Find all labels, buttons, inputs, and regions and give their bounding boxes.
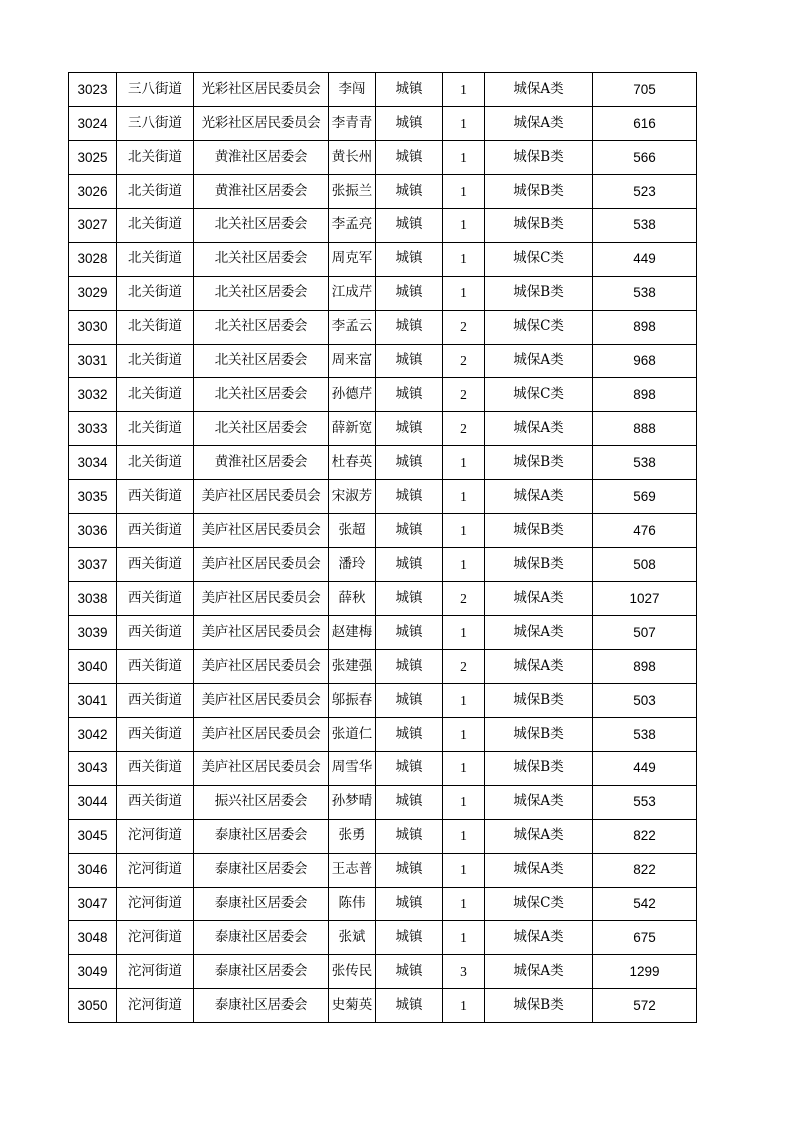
community-cell: 北关社区居委会 — [194, 412, 329, 446]
community-cell: 泰康社区居委会 — [194, 955, 329, 989]
community-cell: 泰康社区居委会 — [194, 887, 329, 921]
household-count-cell: 1 — [443, 480, 485, 514]
amount-cell: 538 — [593, 717, 697, 751]
street-cell: 西关街道 — [117, 548, 194, 582]
record-id-cell: 3045 — [69, 819, 117, 853]
community-cell: 北关社区居委会 — [194, 242, 329, 276]
record-id-cell: 3044 — [69, 785, 117, 819]
category-cell: 城保B类 — [485, 751, 593, 785]
name-cell: 周雪华 — [329, 751, 376, 785]
community-cell: 美庐社区居民委员会 — [194, 514, 329, 548]
record-id-cell: 3041 — [69, 683, 117, 717]
amount-cell: 507 — [593, 616, 697, 650]
name-cell: 李青青 — [329, 106, 376, 140]
amount-cell: 538 — [593, 446, 697, 480]
community-cell: 北关社区居委会 — [194, 344, 329, 378]
street-cell: 北关街道 — [117, 276, 194, 310]
record-id-cell: 3023 — [69, 73, 117, 107]
table-row — [69, 683, 697, 717]
street-cell: 三八街道 — [117, 106, 194, 140]
street-cell: 北关街道 — [117, 174, 194, 208]
household-count-cell: 1 — [443, 276, 485, 310]
household-count-cell: 1 — [443, 887, 485, 921]
table-row — [69, 785, 697, 819]
household-count-cell: 1 — [443, 989, 485, 1023]
community-cell: 美庐社区居民委员会 — [194, 717, 329, 751]
record-id-cell: 3049 — [69, 955, 117, 989]
category-cell: 城保A类 — [485, 955, 593, 989]
street-cell: 北关街道 — [117, 140, 194, 174]
street-cell: 沱河街道 — [117, 853, 194, 887]
name-cell: 陈伟 — [329, 887, 376, 921]
household-count-cell: 1 — [443, 174, 485, 208]
amount-cell: 1299 — [593, 955, 697, 989]
household-count-cell: 1 — [443, 921, 485, 955]
area-type-cell: 城镇 — [376, 174, 443, 208]
table-row — [69, 140, 697, 174]
category-cell: 城保B类 — [485, 548, 593, 582]
street-cell: 西关街道 — [117, 582, 194, 616]
area-type-cell: 城镇 — [376, 208, 443, 242]
table-row — [69, 649, 697, 683]
name-cell: 张传民 — [329, 955, 376, 989]
area-type-cell: 城镇 — [376, 106, 443, 140]
household-count-cell: 3 — [443, 955, 485, 989]
area-type-cell: 城镇 — [376, 480, 443, 514]
category-cell: 城保C类 — [485, 242, 593, 276]
community-cell: 北关社区居委会 — [194, 208, 329, 242]
category-cell: 城保A类 — [485, 106, 593, 140]
household-count-cell: 2 — [443, 649, 485, 683]
category-cell: 城保A类 — [485, 582, 593, 616]
record-id-cell: 3037 — [69, 548, 117, 582]
record-id-cell: 3047 — [69, 887, 117, 921]
category-cell: 城保A类 — [485, 616, 593, 650]
table-row — [69, 921, 697, 955]
area-type-cell: 城镇 — [376, 853, 443, 887]
community-cell: 泰康社区居委会 — [194, 819, 329, 853]
amount-cell: 888 — [593, 412, 697, 446]
record-id-cell: 3039 — [69, 616, 117, 650]
name-cell: 周来富 — [329, 344, 376, 378]
category-cell: 城保B类 — [485, 446, 593, 480]
community-cell: 北关社区居委会 — [194, 378, 329, 412]
community-cell: 振兴社区居委会 — [194, 785, 329, 819]
community-cell: 美庐社区居民委员会 — [194, 480, 329, 514]
roster-table — [68, 72, 697, 1023]
record-id-cell: 3050 — [69, 989, 117, 1023]
category-cell: 城保B类 — [485, 717, 593, 751]
street-cell: 北关街道 — [117, 242, 194, 276]
table-row — [69, 480, 697, 514]
category-cell: 城保C类 — [485, 887, 593, 921]
record-id-cell: 3033 — [69, 412, 117, 446]
area-type-cell: 城镇 — [376, 310, 443, 344]
amount-cell: 616 — [593, 106, 697, 140]
record-id-cell: 3031 — [69, 344, 117, 378]
household-count-cell: 1 — [443, 683, 485, 717]
record-id-cell: 3043 — [69, 751, 117, 785]
household-count-cell: 2 — [443, 310, 485, 344]
amount-cell: 822 — [593, 819, 697, 853]
amount-cell: 449 — [593, 242, 697, 276]
street-cell: 沱河街道 — [117, 989, 194, 1023]
area-type-cell: 城镇 — [376, 73, 443, 107]
street-cell: 沱河街道 — [117, 887, 194, 921]
category-cell: 城保A类 — [485, 921, 593, 955]
table-row — [69, 446, 697, 480]
amount-cell: 503 — [593, 683, 697, 717]
household-count-cell: 1 — [443, 819, 485, 853]
amount-cell: 523 — [593, 174, 697, 208]
name-cell: 张勇 — [329, 819, 376, 853]
area-type-cell: 城镇 — [376, 921, 443, 955]
table-row — [69, 344, 697, 378]
amount-cell: 538 — [593, 208, 697, 242]
category-cell: 城保A类 — [485, 853, 593, 887]
table-row — [69, 955, 697, 989]
household-count-cell: 1 — [443, 853, 485, 887]
amount-cell: 538 — [593, 276, 697, 310]
category-cell: 城保C类 — [485, 310, 593, 344]
street-cell: 北关街道 — [117, 310, 194, 344]
area-type-cell: 城镇 — [376, 582, 443, 616]
record-id-cell: 3030 — [69, 310, 117, 344]
record-id-cell: 3036 — [69, 514, 117, 548]
area-type-cell: 城镇 — [376, 140, 443, 174]
household-count-cell: 1 — [443, 785, 485, 819]
area-type-cell: 城镇 — [376, 819, 443, 853]
area-type-cell: 城镇 — [376, 683, 443, 717]
amount-cell: 542 — [593, 887, 697, 921]
community-cell: 光彩社区居民委员会 — [194, 106, 329, 140]
street-cell: 西关街道 — [117, 785, 194, 819]
category-cell: 城保B类 — [485, 514, 593, 548]
table-row — [69, 717, 697, 751]
table-row — [69, 582, 697, 616]
street-cell: 西关街道 — [117, 480, 194, 514]
household-count-cell: 2 — [443, 582, 485, 616]
household-count-cell: 1 — [443, 106, 485, 140]
amount-cell: 822 — [593, 853, 697, 887]
category-cell: 城保A类 — [485, 73, 593, 107]
record-id-cell: 3025 — [69, 140, 117, 174]
name-cell: 史菊英 — [329, 989, 376, 1023]
area-type-cell: 城镇 — [376, 412, 443, 446]
area-type-cell: 城镇 — [376, 785, 443, 819]
household-count-cell: 2 — [443, 412, 485, 446]
name-cell: 赵建梅 — [329, 616, 376, 650]
area-type-cell: 城镇 — [376, 989, 443, 1023]
name-cell: 李孟亮 — [329, 208, 376, 242]
area-type-cell: 城镇 — [376, 649, 443, 683]
area-type-cell: 城镇 — [376, 344, 443, 378]
name-cell: 孙梦晴 — [329, 785, 376, 819]
area-type-cell: 城镇 — [376, 616, 443, 650]
table-row — [69, 310, 697, 344]
household-count-cell: 1 — [443, 514, 485, 548]
community-cell: 光彩社区居民委员会 — [194, 73, 329, 107]
household-count-cell: 1 — [443, 717, 485, 751]
area-type-cell: 城镇 — [376, 446, 443, 480]
household-count-cell: 2 — [443, 344, 485, 378]
name-cell: 宋淑芳 — [329, 480, 376, 514]
name-cell: 王志普 — [329, 853, 376, 887]
community-cell: 黄淮社区居委会 — [194, 174, 329, 208]
category-cell: 城保A类 — [485, 819, 593, 853]
record-id-cell: 3026 — [69, 174, 117, 208]
household-count-cell: 1 — [443, 140, 485, 174]
record-id-cell: 3038 — [69, 582, 117, 616]
table-row — [69, 853, 697, 887]
record-id-cell: 3048 — [69, 921, 117, 955]
record-id-cell: 3046 — [69, 853, 117, 887]
household-count-cell: 1 — [443, 446, 485, 480]
community-cell: 美庐社区居民委员会 — [194, 616, 329, 650]
household-count-cell: 2 — [443, 378, 485, 412]
community-cell: 北关社区居委会 — [194, 276, 329, 310]
category-cell: 城保B类 — [485, 989, 593, 1023]
area-type-cell: 城镇 — [376, 514, 443, 548]
street-cell: 沱河街道 — [117, 819, 194, 853]
community-cell: 北关社区居委会 — [194, 310, 329, 344]
community-cell: 黄淮社区居委会 — [194, 446, 329, 480]
household-count-cell: 1 — [443, 616, 485, 650]
household-count-cell: 1 — [443, 751, 485, 785]
record-id-cell: 3027 — [69, 208, 117, 242]
table-row — [69, 819, 697, 853]
table-row — [69, 548, 697, 582]
table-row — [69, 751, 697, 785]
street-cell: 西关街道 — [117, 683, 194, 717]
name-cell: 李闯 — [329, 73, 376, 107]
category-cell: 城保B类 — [485, 683, 593, 717]
table-row — [69, 174, 697, 208]
table-row — [69, 106, 697, 140]
amount-cell: 705 — [593, 73, 697, 107]
street-cell: 西关街道 — [117, 751, 194, 785]
category-cell: 城保A类 — [485, 480, 593, 514]
area-type-cell: 城镇 — [376, 242, 443, 276]
name-cell: 黄长州 — [329, 140, 376, 174]
name-cell: 李孟云 — [329, 310, 376, 344]
name-cell: 张斌 — [329, 921, 376, 955]
community-cell: 美庐社区居民委员会 — [194, 751, 329, 785]
category-cell: 城保B类 — [485, 208, 593, 242]
street-cell: 北关街道 — [117, 412, 194, 446]
street-cell: 西关街道 — [117, 717, 194, 751]
street-cell: 北关街道 — [117, 208, 194, 242]
table-row — [69, 378, 697, 412]
name-cell: 张建强 — [329, 649, 376, 683]
area-type-cell: 城镇 — [376, 751, 443, 785]
table-row — [69, 989, 697, 1023]
community-cell: 泰康社区居委会 — [194, 989, 329, 1023]
amount-cell: 553 — [593, 785, 697, 819]
household-count-cell: 1 — [443, 548, 485, 582]
name-cell: 薛新宽 — [329, 412, 376, 446]
name-cell: 张振兰 — [329, 174, 376, 208]
street-cell: 三八街道 — [117, 73, 194, 107]
roster-body — [69, 73, 697, 1023]
name-cell: 薛秋 — [329, 582, 376, 616]
table-row — [69, 887, 697, 921]
name-cell: 张超 — [329, 514, 376, 548]
street-cell: 西关街道 — [117, 649, 194, 683]
community-cell: 泰康社区居委会 — [194, 853, 329, 887]
area-type-cell: 城镇 — [376, 276, 443, 310]
table-row — [69, 242, 697, 276]
table-row — [69, 276, 697, 310]
table-row — [69, 208, 697, 242]
street-cell: 北关街道 — [117, 344, 194, 378]
category-cell: 城保A类 — [485, 649, 593, 683]
record-id-cell: 3042 — [69, 717, 117, 751]
area-type-cell: 城镇 — [376, 887, 443, 921]
street-cell: 北关街道 — [117, 446, 194, 480]
household-count-cell: 1 — [443, 208, 485, 242]
community-cell: 美庐社区居民委员会 — [194, 548, 329, 582]
category-cell: 城保B类 — [485, 174, 593, 208]
amount-cell: 968 — [593, 344, 697, 378]
table-row — [69, 514, 697, 548]
area-type-cell: 城镇 — [376, 548, 443, 582]
name-cell: 孙德芹 — [329, 378, 376, 412]
amount-cell: 898 — [593, 310, 697, 344]
record-id-cell: 3035 — [69, 480, 117, 514]
record-id-cell: 3034 — [69, 446, 117, 480]
name-cell: 潘玲 — [329, 548, 376, 582]
table-row — [69, 616, 697, 650]
name-cell: 周克军 — [329, 242, 376, 276]
record-id-cell: 3024 — [69, 106, 117, 140]
community-cell: 黄淮社区居委会 — [194, 140, 329, 174]
category-cell: 城保A类 — [485, 785, 593, 819]
name-cell: 杜春英 — [329, 446, 376, 480]
category-cell: 城保A类 — [485, 412, 593, 446]
name-cell: 张道仁 — [329, 717, 376, 751]
community-cell: 美庐社区居民委员会 — [194, 683, 329, 717]
street-cell: 西关街道 — [117, 616, 194, 650]
area-type-cell: 城镇 — [376, 955, 443, 989]
table-row — [69, 412, 697, 446]
amount-cell: 898 — [593, 649, 697, 683]
community-cell: 美庐社区居民委员会 — [194, 582, 329, 616]
household-count-cell: 1 — [443, 242, 485, 276]
name-cell: 江成芹 — [329, 276, 376, 310]
amount-cell: 566 — [593, 140, 697, 174]
street-cell: 北关街道 — [117, 378, 194, 412]
community-cell: 泰康社区居委会 — [194, 921, 329, 955]
amount-cell: 508 — [593, 548, 697, 582]
category-cell: 城保A类 — [485, 344, 593, 378]
street-cell: 西关街道 — [117, 514, 194, 548]
amount-cell: 476 — [593, 514, 697, 548]
amount-cell: 898 — [593, 378, 697, 412]
category-cell: 城保C类 — [485, 378, 593, 412]
street-cell: 沱河街道 — [117, 955, 194, 989]
household-count-cell: 1 — [443, 73, 485, 107]
amount-cell: 675 — [593, 921, 697, 955]
name-cell: 邬振春 — [329, 683, 376, 717]
record-id-cell: 3028 — [69, 242, 117, 276]
street-cell: 沱河街道 — [117, 921, 194, 955]
amount-cell: 572 — [593, 989, 697, 1023]
area-type-cell: 城镇 — [376, 378, 443, 412]
amount-cell: 569 — [593, 480, 697, 514]
category-cell: 城保B类 — [485, 276, 593, 310]
record-id-cell: 3032 — [69, 378, 117, 412]
category-cell: 城保B类 — [485, 140, 593, 174]
table-row — [69, 73, 697, 107]
amount-cell: 449 — [593, 751, 697, 785]
amount-cell: 1027 — [593, 582, 697, 616]
community-cell: 美庐社区居民委员会 — [194, 649, 329, 683]
area-type-cell: 城镇 — [376, 717, 443, 751]
record-id-cell: 3029 — [69, 276, 117, 310]
record-id-cell: 3040 — [69, 649, 117, 683]
